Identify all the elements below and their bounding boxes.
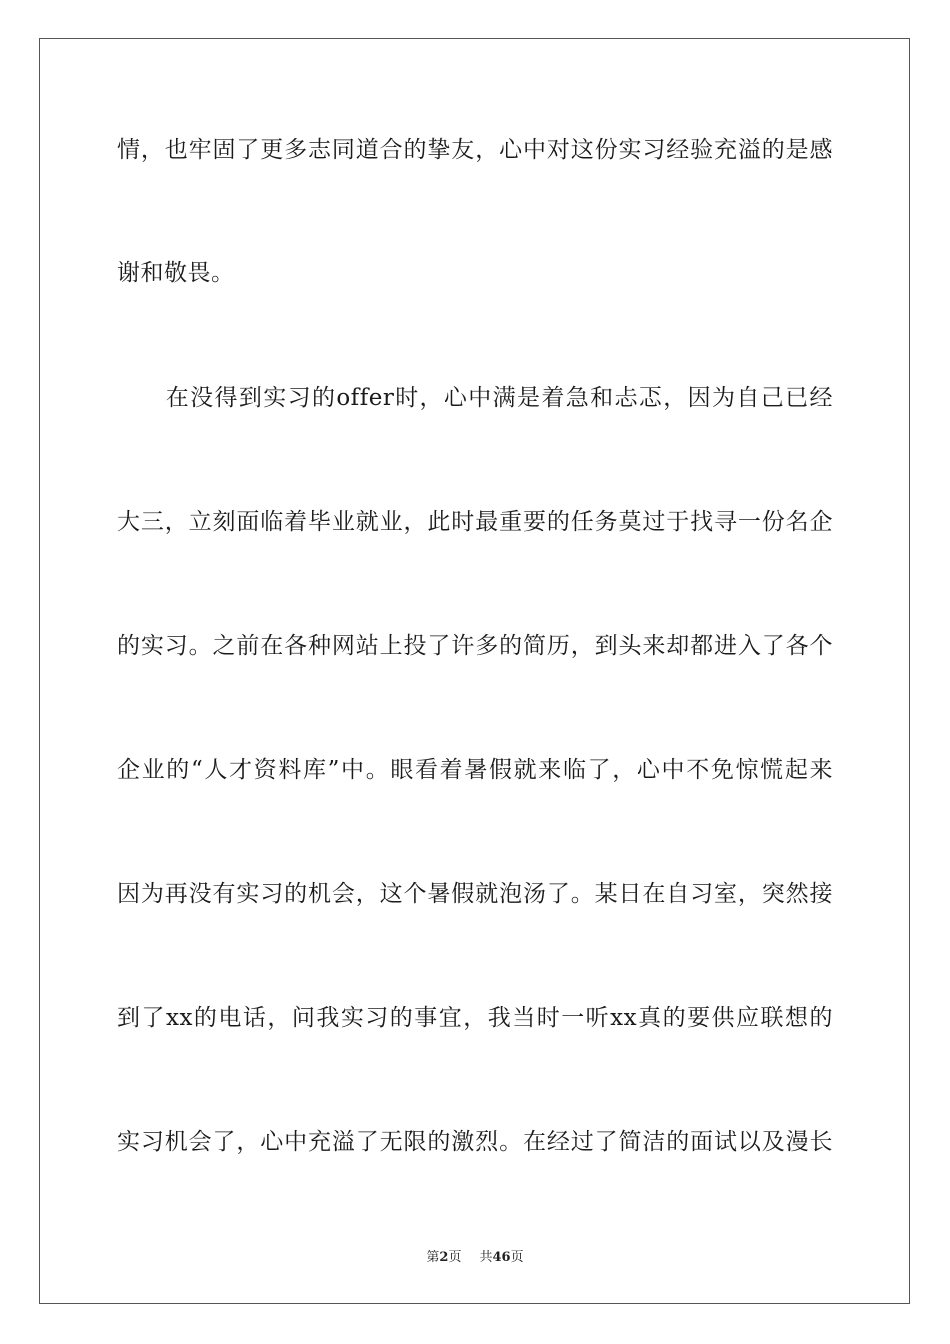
text-line-2: 谢和敬畏。	[117, 260, 235, 286]
text-line-8: 到了xx的电话，问我实习的事宜，我当时一听xx真的要供应联想的	[117, 1005, 833, 1031]
total-pages: 46	[492, 1250, 511, 1265]
text-line-6: 企业的“人才资料库”中。眼看着暑假就来临了，心中不免惊慌起来	[117, 757, 833, 783]
text-line-7: 因为再没有实习的机会，这个暑假就泡汤了。某日在自习室，突然接	[117, 881, 833, 907]
text-line-1: 情，也牢固了更多志同道合的挚友，心中对这份实习经验充溢的是感	[117, 137, 833, 163]
text-line-5: 的实习。之前在各种网站上投了许多的简历，到头来却都进入了各个	[117, 633, 833, 659]
page-prefix: 第	[426, 1250, 440, 1265]
page-number: 2	[439, 1250, 449, 1265]
total-suffix: 页	[510, 1250, 524, 1265]
page-suffix: 页	[448, 1250, 462, 1265]
total-prefix: 共	[479, 1250, 493, 1265]
page-border	[39, 38, 910, 1304]
text-line-9: 实习机会了，心中充溢了无限的激烈。在经过了简洁的面试以及漫长	[117, 1129, 833, 1155]
text-line-4: 大三，立刻面临着毕业就业，此时最重要的任务莫过于找寻一份名企	[117, 509, 833, 535]
page-footer	[0, 1246, 950, 1265]
text-line-3: 在没得到实习的offer时，心中满是着急和忐忑，因为自己已经	[117, 385, 833, 411]
